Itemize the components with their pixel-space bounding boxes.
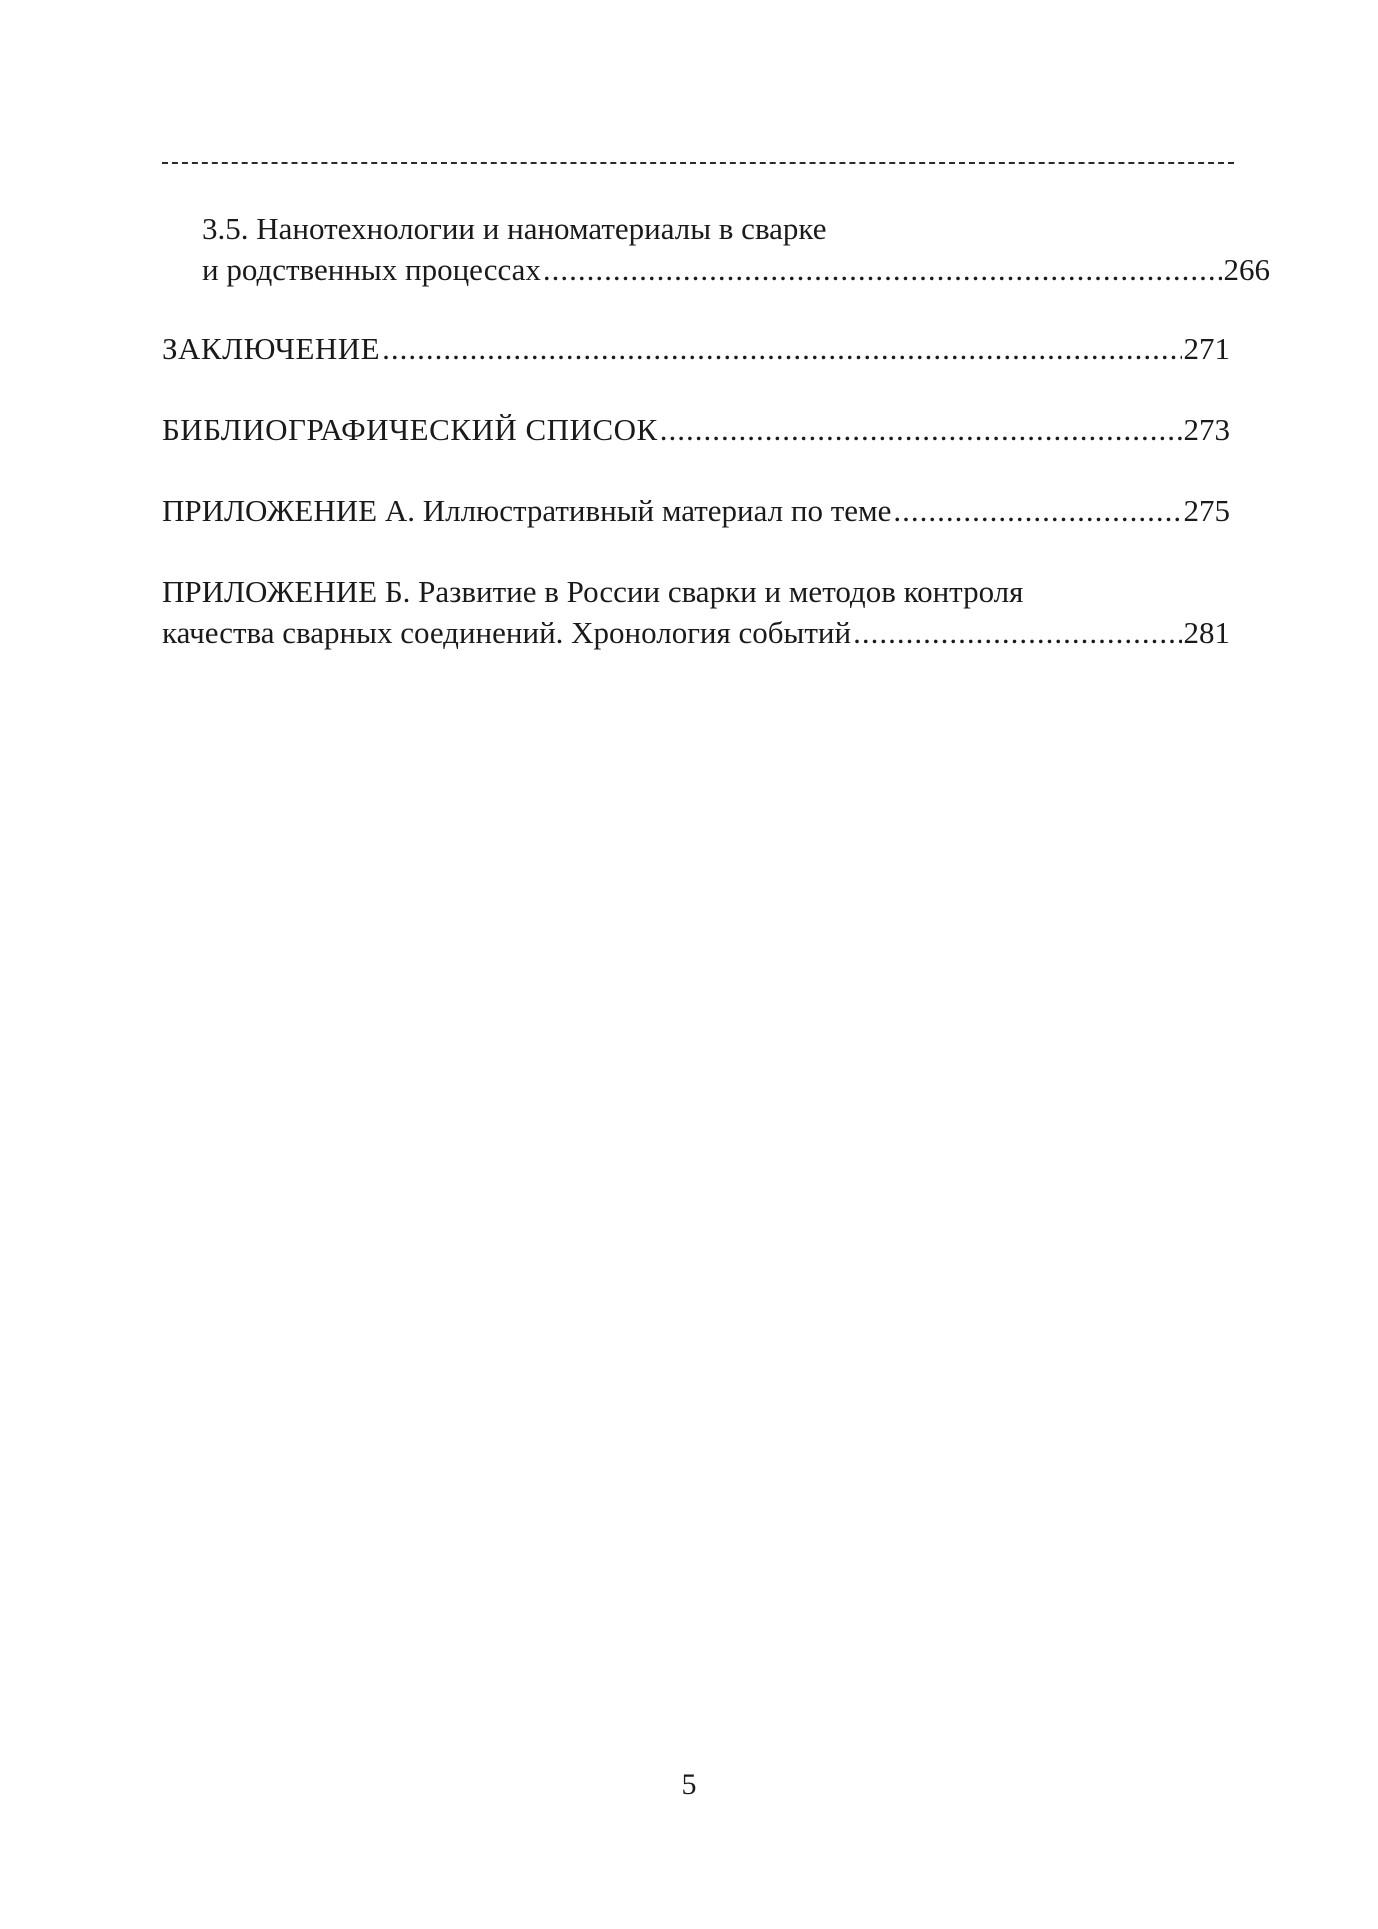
toc-page-number: 266 [1223, 252, 1270, 287]
toc-entry-appendix-a[interactable] [162, 490, 1230, 531]
toc-page-number: 281 [1183, 615, 1230, 650]
toc-entry-3-5[interactable] [162, 208, 1270, 290]
dot-leader [853, 612, 1181, 653]
toc-entry-title-line1: ПРИЛОЖЕНИЕ Б. Развитие в России сварки и методов контроля [162, 574, 1024, 609]
dashed-separator [162, 162, 1234, 164]
dot-leader [543, 249, 1222, 290]
toc-entry-title-line1: 3.5. Нанотехнологии и наноматериалы в сварке [202, 211, 827, 246]
dot-leader [660, 409, 1182, 450]
toc-entry-appendix-b[interactable] [162, 571, 1230, 653]
page-number: 5 [681, 1768, 697, 1801]
toc-entry-title: ЗАКЛЮЧЕНИЕ [162, 331, 381, 366]
toc-entry-title: БИБЛИОГРАФИЧЕСКИЙ СПИСОК [162, 412, 658, 447]
toc-page-number: 275 [1183, 493, 1230, 528]
toc-page-number: 271 [1183, 331, 1230, 366]
dot-leader [382, 328, 1181, 369]
toc-entry-title-line2: и родственных процессах [202, 252, 541, 287]
toc-entry-title-line2: качества сварных соединений. Хронология событий [162, 615, 852, 650]
dot-leader [893, 490, 1181, 531]
toc-entry-conclusion[interactable] [162, 328, 1230, 369]
toc-entry-bibliography[interactable] [162, 409, 1230, 450]
toc-entry-title: ПРИЛОЖЕНИЕ А. Иллюстративный материал по теме [162, 493, 892, 528]
toc-page-number: 273 [1183, 412, 1230, 447]
